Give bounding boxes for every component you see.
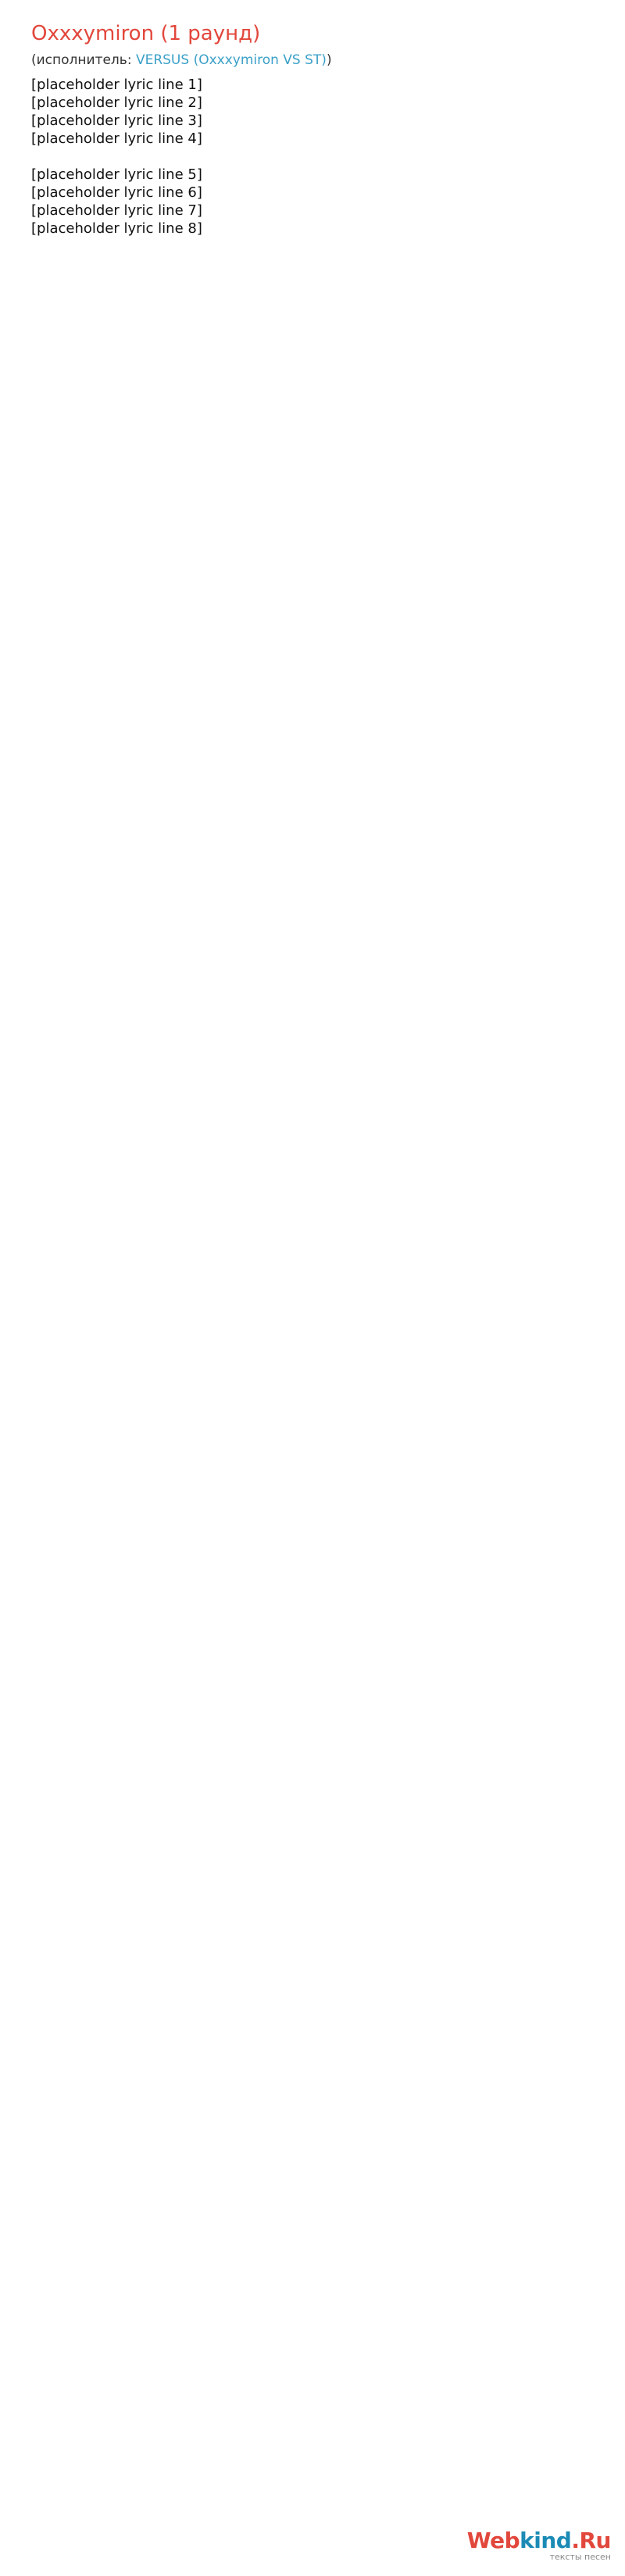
logo-part-ru: .Ru	[571, 2528, 611, 2553]
performer-suffix: )	[326, 52, 332, 69]
logo-part-kind: kind	[520, 2528, 572, 2553]
performer-line	[31, 52, 594, 68]
performer-link[interactable]: VERSUS (Oxxxymiron VS ST)	[135, 52, 327, 69]
logo-tagline: тексты песен	[549, 2552, 611, 2562]
performer-prefix: (исполнитель:	[31, 52, 136, 69]
logo-part-web: Web	[466, 2528, 520, 2553]
logo-wordmark	[467, 2528, 611, 2553]
lyrics-text: [placeholder lyric line 1] [placeholder lyric line 2] [placeholder lyric line 3] [placeholder lyric line 4] [placeholder lyric line 5] [placeholder lyric line 6] [placeholder lyric line 7] [placeholder lyric line 8]	[31, 77, 202, 238]
site-logo[interactable]	[467, 2528, 611, 2562]
song-title: Oxxxymiron (1 раунд)	[31, 22, 261, 45]
